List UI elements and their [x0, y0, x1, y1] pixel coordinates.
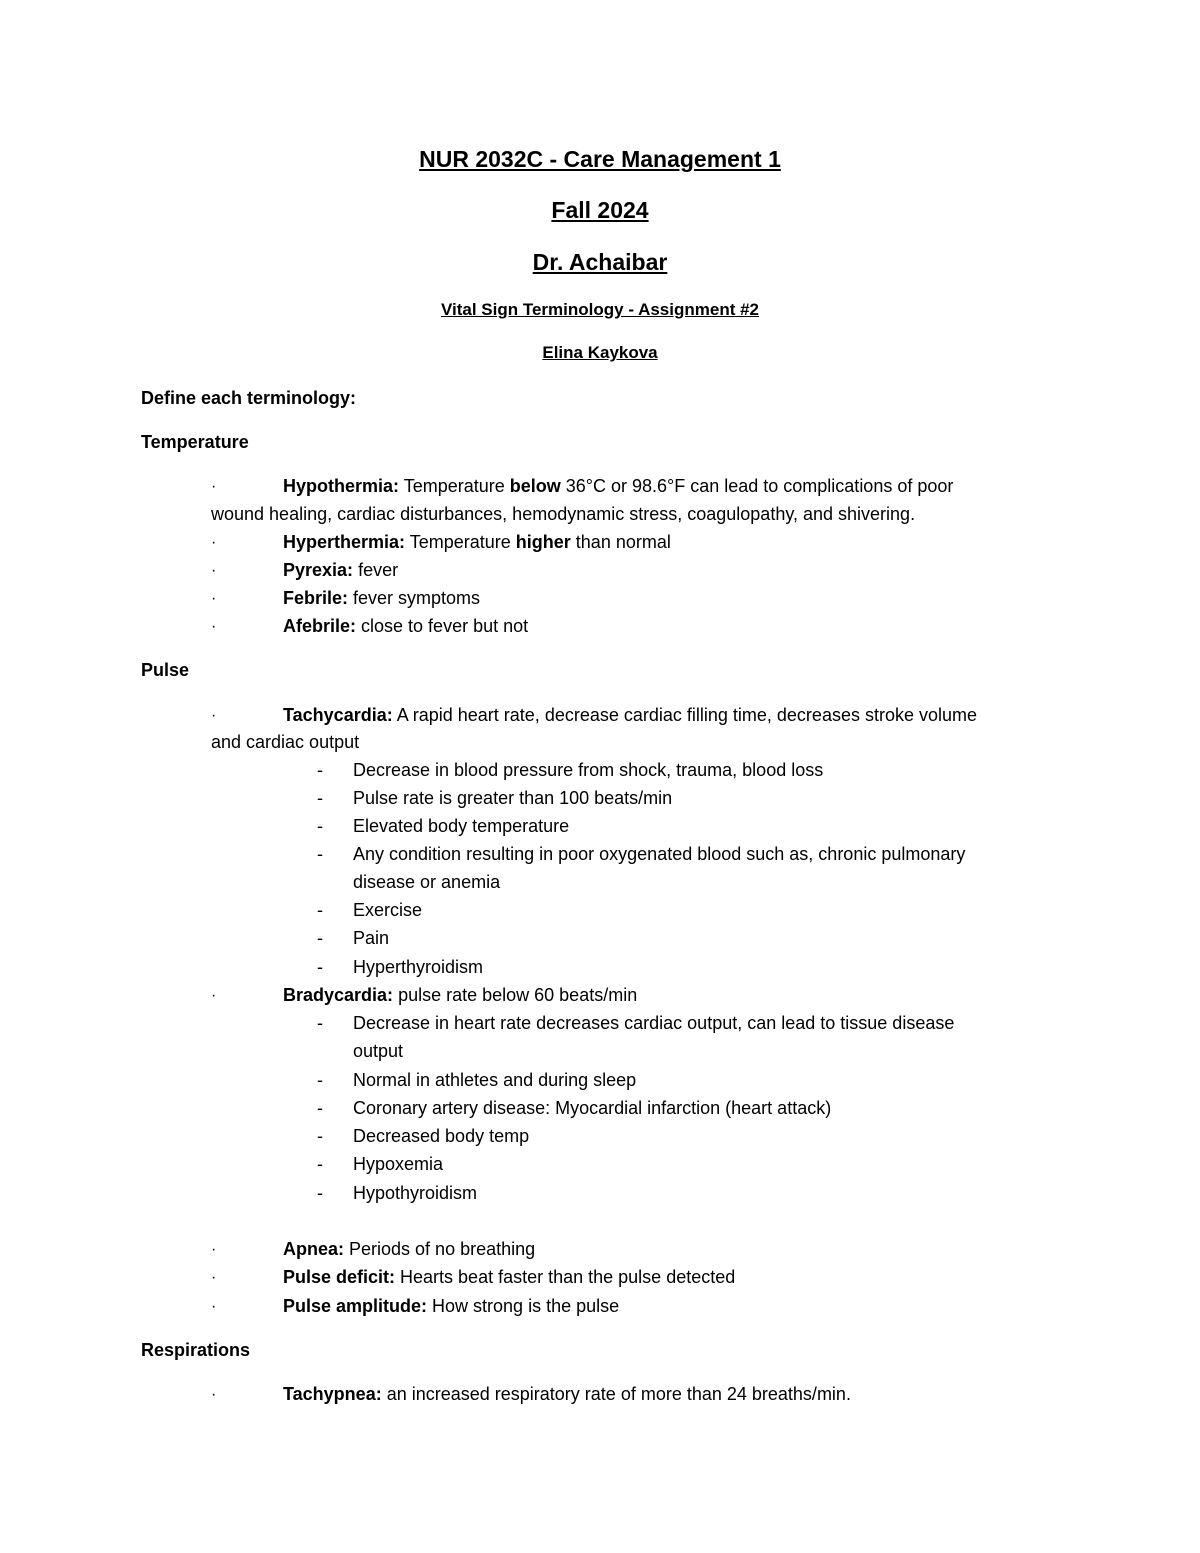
term-label: Tachycardia:: [283, 705, 393, 725]
term-text: 36°C or 98.6°F can lead to complications of poor: [560, 476, 954, 496]
term-label: Pulse deficit:: [283, 1267, 396, 1287]
list-item: Pulse rate is greater than 100 beats/min: [353, 788, 673, 808]
term-label: Hyperthermia:: [283, 532, 406, 552]
bullet-dot: ·: [211, 478, 217, 495]
term-definition: A rapid heart rate, decrease cardiac filling time, decreases stroke volume: [392, 705, 978, 725]
list-item: Exercise: [353, 900, 423, 920]
term-bradycardia: [283, 984, 637, 1006]
dash-marker: -: [317, 957, 323, 977]
section-heading-pulse: Pulse: [141, 660, 190, 680]
term-tachycardia: [283, 704, 977, 726]
term-pulse-amplitude: [283, 1295, 619, 1317]
course-title: NUR 2032C - Care Management 1: [419, 146, 781, 172]
dash-marker: -: [317, 844, 323, 864]
bullet-dot: ·: [211, 1298, 217, 1315]
bullet-dot: ·: [211, 1241, 217, 1258]
bullet-dot: ·: [211, 534, 217, 551]
list-item-continuation: output: [353, 1041, 404, 1061]
bullet-dot: ·: [211, 987, 217, 1004]
term-afebrile: [283, 615, 528, 637]
instructions-text: Define each terminology:: [141, 388, 357, 408]
term-text: than normal: [570, 532, 671, 552]
list-item-continuation: disease or anemia: [353, 872, 501, 892]
dash-marker: -: [317, 1183, 323, 1203]
bullet-dot: ·: [211, 707, 217, 724]
instructor-name: Dr. Achaibar: [532, 249, 668, 275]
list-item: Hypoxemia: [353, 1154, 444, 1174]
section-heading-temperature: Temperature: [141, 432, 249, 452]
bullet-dot: ·: [211, 590, 217, 607]
term-febrile: [283, 587, 480, 609]
section-heading-respirations: Respirations: [141, 1340, 251, 1360]
list-item: Decrease in blood pressure from shock, trauma, blood loss: [353, 760, 824, 780]
term-definition: How strong is the pulse: [427, 1296, 620, 1316]
list-item: Hypothyroidism: [353, 1183, 478, 1203]
list-item: Decreased body temp: [353, 1126, 530, 1146]
term-hyperthermia: [283, 531, 671, 553]
term-text: Temperature: [405, 532, 516, 552]
term-pulse-deficit: [283, 1266, 735, 1288]
dash-marker: -: [317, 1098, 323, 1118]
term-continuation: and cardiac output: [211, 732, 360, 752]
term-definition: Periods of no breathing: [344, 1239, 536, 1259]
list-item: Hyperthyroidism: [353, 957, 484, 977]
bullet-dot: ·: [211, 618, 217, 635]
term-definition: close to fever but not: [356, 616, 529, 636]
term-definition: an increased respiratory rate of more than 24 breaths/min.: [381, 1384, 851, 1404]
dash-marker: -: [317, 788, 323, 808]
term-label: Tachypnea:: [283, 1384, 382, 1404]
dash-marker: -: [317, 1154, 323, 1174]
term-pyrexia: [283, 559, 398, 581]
dash-marker: -: [317, 928, 323, 948]
dash-marker: -: [317, 816, 323, 836]
term-title: Fall 2024: [551, 197, 649, 223]
term-emphasis: below: [509, 476, 561, 496]
term-label: Apnea:: [283, 1239, 345, 1259]
list-item: Normal in athletes and during sleep: [353, 1070, 637, 1090]
bullet-dot: ·: [211, 1386, 217, 1403]
term-definition: Hearts beat faster than the pulse detected: [395, 1267, 736, 1287]
bullet-dot: ·: [211, 1269, 217, 1286]
term-tachypnea: [283, 1383, 851, 1405]
list-item: Decrease in heart rate decreases cardiac output, can lead to tissue disease: [353, 1013, 955, 1033]
assignment-title: Vital Sign Terminology - Assignment #2: [440, 300, 760, 319]
student-name: Elina Kaykova: [542, 343, 658, 362]
dash-marker: -: [317, 1070, 323, 1090]
term-definition: pulse rate below 60 beats/min: [393, 985, 638, 1005]
list-item: Any condition resulting in poor oxygenated blood such as, chronic pulmonary: [353, 844, 966, 864]
term-definition: fever: [353, 560, 399, 580]
term-hypothermia: [283, 475, 953, 497]
term-label: Pulse amplitude:: [283, 1296, 428, 1316]
term-label: Febrile:: [283, 588, 349, 608]
list-item: Elevated body temperature: [353, 816, 570, 836]
list-item: Coronary artery disease: Myocardial infarction (heart attack): [353, 1098, 832, 1118]
dash-marker: -: [317, 900, 323, 920]
term-label: Afebrile:: [283, 616, 357, 636]
term-emphasis: higher: [515, 532, 571, 552]
list-item: Pain: [353, 928, 390, 948]
dash-marker: -: [317, 1126, 323, 1146]
term-text: Temperature: [399, 476, 510, 496]
term-label: Pyrexia:: [283, 560, 354, 580]
term-apnea: [283, 1238, 535, 1260]
bullet-dot: ·: [211, 562, 217, 579]
term-continuation: wound healing, cardiac disturbances, hemodynamic stress, coagulopathy, and shivering.: [211, 504, 916, 524]
term-label: Bradycardia:: [283, 985, 394, 1005]
term-definition: fever symptoms: [348, 588, 481, 608]
dash-marker: -: [317, 1013, 323, 1033]
term-label: Hypothermia:: [283, 476, 400, 496]
dash-marker: -: [317, 760, 323, 780]
